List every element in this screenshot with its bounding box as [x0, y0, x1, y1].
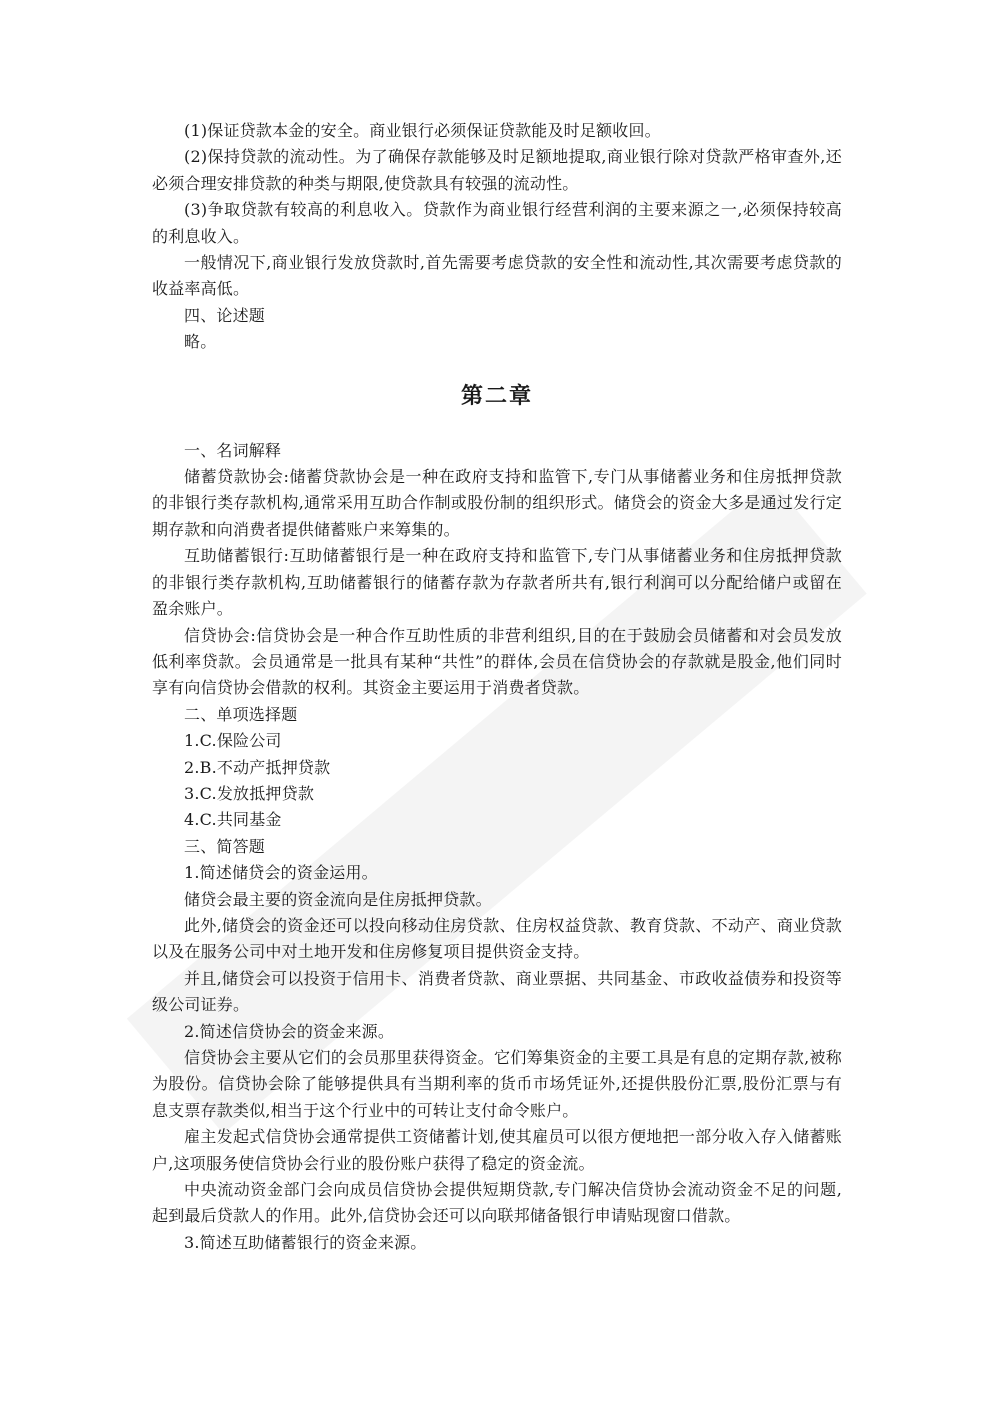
paragraph: 一般情况下,商业银行发放贷款时,首先需要考虑贷款的安全性和流动性,其次需要考虑贷款的收益率高低。: [152, 253, 842, 299]
paragraph: 储贷会最主要的资金流向是住房抵押贷款。: [184, 889, 492, 909]
section-heading: 一、名词解释: [184, 440, 282, 460]
paragraph: 互助储蓄银行:互助储蓄银行是一种在政府支持和监管下,专门从事储蓄业务和住房抵押贷款的非银行类存款机构,互助储蓄银行的储蓄存款为存款者所共有,银行利润可以分配给储户或留在盈余账户。: [152, 546, 842, 619]
paragraph: (2)保持贷款的流动性。为了确保存款能够及时足额地提取,商业银行除对贷款严格审查外,还必须合理安排贷款的种类与期限,使贷款具有较强的流动性。: [152, 147, 842, 193]
section-heading: 三、简答题: [184, 836, 266, 856]
document-page: [152, 118, 842, 1256]
section-heading: 二、单项选择题: [184, 704, 298, 724]
section-heading: 四、论述题: [184, 305, 266, 325]
paragraph: 储蓄贷款协会:储蓄贷款协会是一种在政府支持和监管下,专门从事储蓄业务和住房抵押贷款的非银行类存款机构,通常采用互助合作制或股份制的组织形式。储贷会的资金大多是通过发行定期存款和向消费者提供储蓄账户来筹集的。: [152, 467, 842, 539]
section-continued: [152, 118, 842, 356]
question-title: 2.简述信贷协会的资金来源。: [184, 1021, 395, 1041]
answer-item: 3.C.发放抵押贷款: [184, 783, 315, 803]
paragraph: 此外,储贷会的资金还可以投向移动住房贷款、住房权益贷款、教育贷款、不动产、商业贷款以及在服务公司中对土地开发和住房修复项目提供资金支持。: [152, 915, 842, 962]
paragraph: (1)保证贷款本金的安全。商业银行必须保证贷款能及时足额收回。: [184, 121, 661, 140]
chapter-body: [152, 438, 842, 1257]
question-title: 3.简述互助储蓄银行的资金来源。: [184, 1232, 427, 1252]
answer-item: 1.C.保险公司: [184, 731, 282, 751]
paragraph: 雇主发起式信贷协会通常提供工资储蓄计划,使其雇员可以很方便地把一部分收入存入储蓄账户,这项服务使信贷协会行业的股份账户获得了稳定的资金流。: [152, 1127, 842, 1173]
paragraph: 略。: [184, 332, 217, 352]
answer-item: 2.B.不动产抵押贷款: [184, 757, 331, 777]
chapter-title: 第二章: [460, 382, 533, 409]
paragraph: (3)争取贷款有较高的利息收入。贷款作为商业银行经营利润的主要来源之一,必须保持较高的利息收入。: [152, 200, 842, 246]
question-title: 1.简述储贷会的资金运用。: [184, 863, 378, 883]
paragraph: 信贷协会:信贷协会是一种合作互助性质的非营利组织,目的在于鼓励会员储蓄和对会员发放低利率贷款。会员通常是一批具有某种“共性”的群体,会员在信贷协会的存款就是股金,他们同时享有向信贷协会借款的权利。其资金主要运用于消费者贷款。: [152, 625, 842, 698]
paragraph: 信贷协会主要从它们的会员那里获得资金。它们筹集资金的主要工具是有息的定期存款,被称为股份。信贷协会除了能够提供具有当期利率的货币市场凭证外,还提供股份汇票,股份汇票与有息支票存款类似,相当于这个行业中的可转让支付命令账户。: [152, 1048, 842, 1120]
paragraph: 并且,储贷会可以投资于信用卡、消费者贷款、商业票据、共同基金、市政收益债券和投资等级公司证券。: [152, 968, 842, 1015]
answer-item: 4.C.共同基金: [184, 810, 282, 830]
paragraph: 中央流动资金部门会向成员信贷协会提供短期贷款,专门解决信贷协会流动资金不足的问题,起到最后贷款人的作用。此外,信贷协会还可以向联邦储备银行申请贴现窗口借款。: [152, 1180, 842, 1226]
